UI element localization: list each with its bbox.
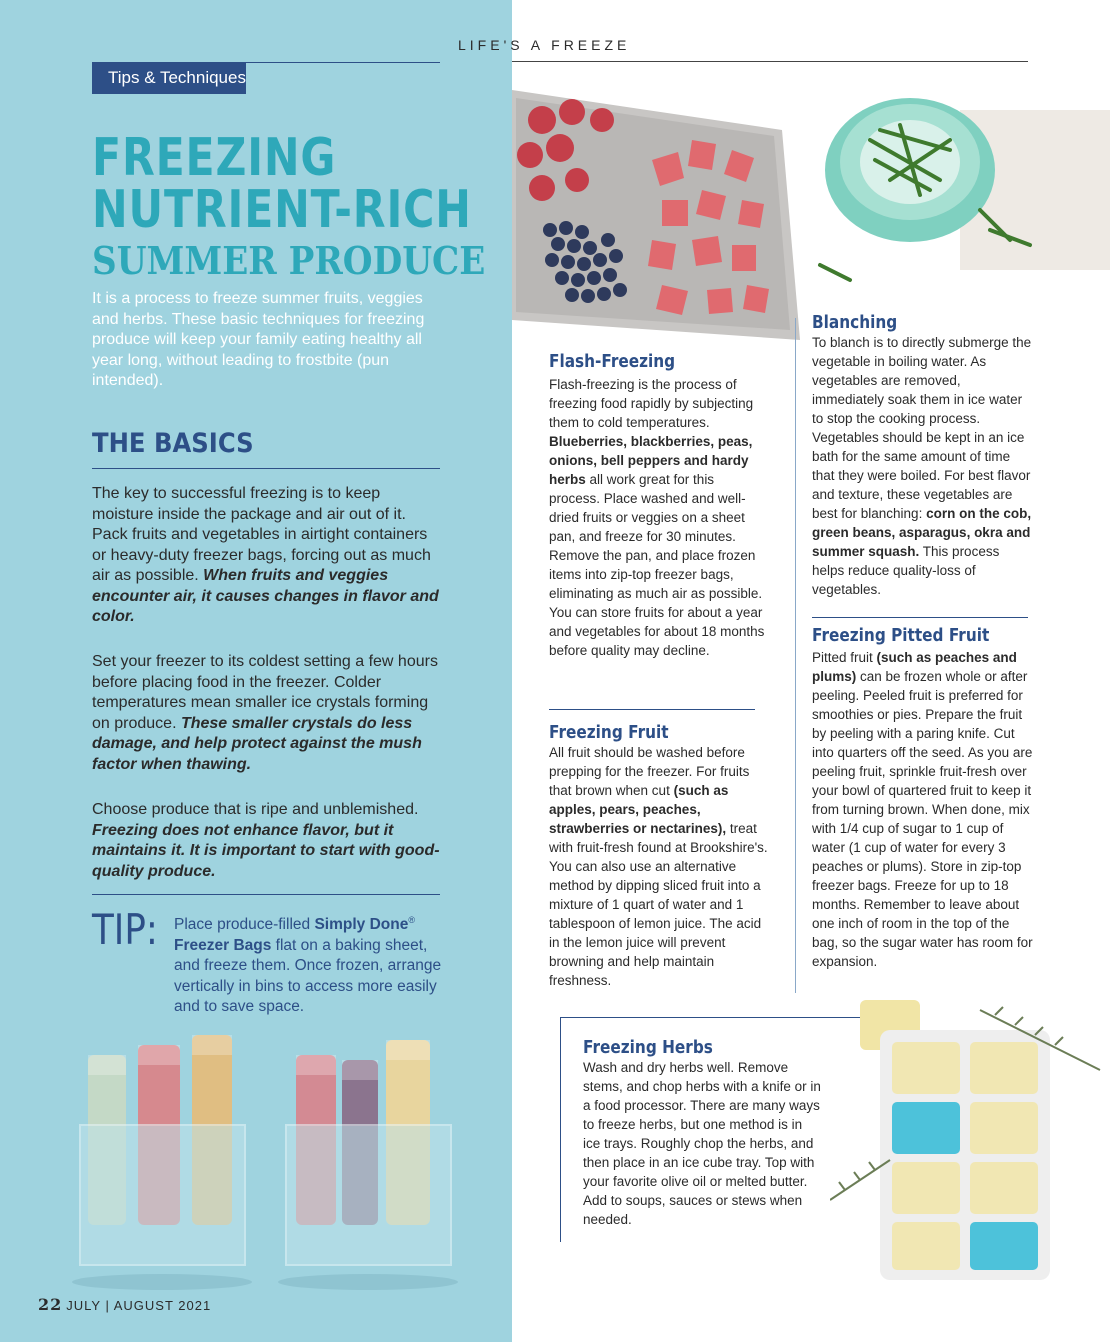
tip-brand: Simply Done xyxy=(314,916,409,934)
herb-ice-tray-photo xyxy=(830,990,1115,1320)
fruit-t2: treat with fruit-fresh found at Brookshire's. You can also use an alternative method by dipping sliced fruit into a mixture of 1 quart of water and 1 tablespoon of lemon juice. The acid in the lemon juice will prevent browning and help maintain freshness. xyxy=(549,821,768,988)
page-number: 22 xyxy=(38,1295,63,1314)
sheet-pan-berries-photo xyxy=(512,80,802,345)
flash-rule xyxy=(549,709,755,710)
basics-rule xyxy=(92,468,440,469)
pitted-t1: Pitted fruit xyxy=(812,650,877,665)
basics-p2-emphasis: These smaller crystals do less damage, and help protect against the mush factor when thawing. xyxy=(92,714,422,773)
tip-text xyxy=(174,910,454,1018)
pitted-rule xyxy=(812,617,1028,618)
title-line-2: NUTRIENT-RICH xyxy=(92,180,472,240)
issue-date: JULY | AUGUST 2021 xyxy=(66,1298,212,1313)
flash-bold: Blueberries, blackberries, peas, onions, bell peppers and hardy herbs xyxy=(549,434,753,487)
tip-text-a: Place produce-filled xyxy=(174,916,315,934)
basics-paragraph-2 xyxy=(92,652,442,775)
flash-t2: all work great for this process. Place washed and well-dried fruits or veggies on a sheet pan, and freeze for 30 minutes. Remove the pan, and place frozen items into zip-top freezer bags, eliminating as much air as possible. You can store fruits for about a year and vegetables for about 18 months before quality may decline. xyxy=(549,472,765,658)
freezing-pitted-fruit-text xyxy=(812,648,1034,971)
intro-paragraph: It is a process to freeze summer fruits, veggies and herbs. These basic techniques for freezing produce will keep your family eating healthy all year long, without leading to frostbite (pun intended). xyxy=(92,290,425,389)
running-head: LIFE'S A FREEZE xyxy=(458,37,631,53)
tag-rule xyxy=(246,62,440,63)
flash-freezing-heading: Flash-Freezing xyxy=(549,351,676,372)
basics-p3-emphasis: Freezing does not enhance flavor, but it maintains it. It is important to start with good-quality produce. xyxy=(92,821,440,880)
basics-paragraph-3 xyxy=(92,800,442,882)
blanch-bold: corn on the cob, green beans, asparagus, okra and summer squash. xyxy=(812,506,1032,559)
column-divider xyxy=(795,318,796,993)
blanch-t1: To blanch is to directly submerge the vegetable in boiling water. As vegetables are removed, immediately soak them in ice water to stop the cooking process. Vegetables should be kept in an ice bath for the same amount of time that they were boiled. For best flavor and texture, these vegetables are best for blanching: xyxy=(812,335,1032,521)
pitted-bold: (such as peaches and plums) xyxy=(812,650,1017,684)
freezing-fruit-heading: Freezing Fruit xyxy=(549,722,669,743)
freezing-fruit-text xyxy=(549,743,769,990)
flash-t1: Flash-freezing is the process of freezing food rapidly by subjecting them to cold temperatures. xyxy=(549,377,754,430)
running-head-rule xyxy=(512,61,1028,62)
basics-heading: THE BASICS xyxy=(92,428,254,459)
tip-product: Freezer Bags xyxy=(174,936,272,954)
basics-p1-emphasis: When fruits and veggies encounter air, it causes changes in flavor and color. xyxy=(92,567,439,625)
tip-rule xyxy=(92,894,440,895)
blanch-t2: This process helps reduce quality-loss of vegetables. xyxy=(812,544,1000,597)
basics-p1-text: The key to successful freezing is to keep moisture inside the package and air out of it. Pack fruits and vegetables in airtight containers or heavy-duty freezer bags, forcing out as much air as possible. xyxy=(92,485,431,584)
pitted-t2: can be frozen whole or after peeling. Peeled fruit is preferred for smoothies or pies. Prepare the fruit by peeling with a paring knife. Cut into quarters off the seed. As you are peeling fruit, sprinkle fruit-fresh over your bowl of quartered fruit to keep it from turning brown. When done, mix with 1/4 cup of sugar to 1 cup of water (1 cup of water for every 3 peaches or plums). Store in zip-top freezer bags. Freeze for up to 18 months. Remember to leave about one inch of room in the top of the bag, so the sugar water has room for expansion. xyxy=(812,669,1033,969)
fruit-bold: (such as apples, pears, peaches, strawberries or nectarines), xyxy=(549,783,729,836)
blanching-bowl-photo xyxy=(810,80,1110,310)
section-tag: Tips & Techniques xyxy=(92,62,246,94)
basics-paragraph-1 xyxy=(92,484,442,628)
freezing-herbs-text: Wash and dry herbs well. Remove stems, and chop herbs with a knife or in a food processor. There are many ways to freeze herbs, but one method is in ice trays. Roughly chop the herbs, and then place in an ice cube tray. Top with your favorite olive oil or melted butter. Add to soups, sauces or stews when needed. xyxy=(583,1060,821,1227)
page-footer xyxy=(38,1295,211,1314)
flash-freezing-text xyxy=(549,375,765,660)
basics-p2-text: Set your freezer to its coldest setting a few hours before placing food in the freezer. Colder temperatures mean smaller ice crystals forming on produce. xyxy=(92,653,438,732)
title-line-1: FREEZING xyxy=(92,128,337,188)
freezer-bins-photo xyxy=(60,1020,500,1300)
freezing-pitted-fruit-heading: Freezing Pitted Fruit xyxy=(812,625,990,646)
blanching-text xyxy=(812,333,1034,599)
fruit-t1: All fruit should be washed before prepping for the freezer. For fruits that brown when cut xyxy=(549,745,750,798)
basics-p3-text: Choose produce that is ripe and unblemished. xyxy=(92,801,419,818)
tip-label: TIP: xyxy=(92,905,158,954)
tip-registered-mark: ® xyxy=(408,915,415,925)
freezing-herbs-heading: Freezing Herbs xyxy=(583,1037,713,1058)
title-line-3: SUMMER PRODUCE xyxy=(92,238,486,283)
tip-text-c: flat on a baking sheet, and freeze them. Once frozen, arrange vertically in bins to access more easily and to save space. xyxy=(174,936,442,1016)
blanching-heading: Blanching xyxy=(812,312,898,333)
